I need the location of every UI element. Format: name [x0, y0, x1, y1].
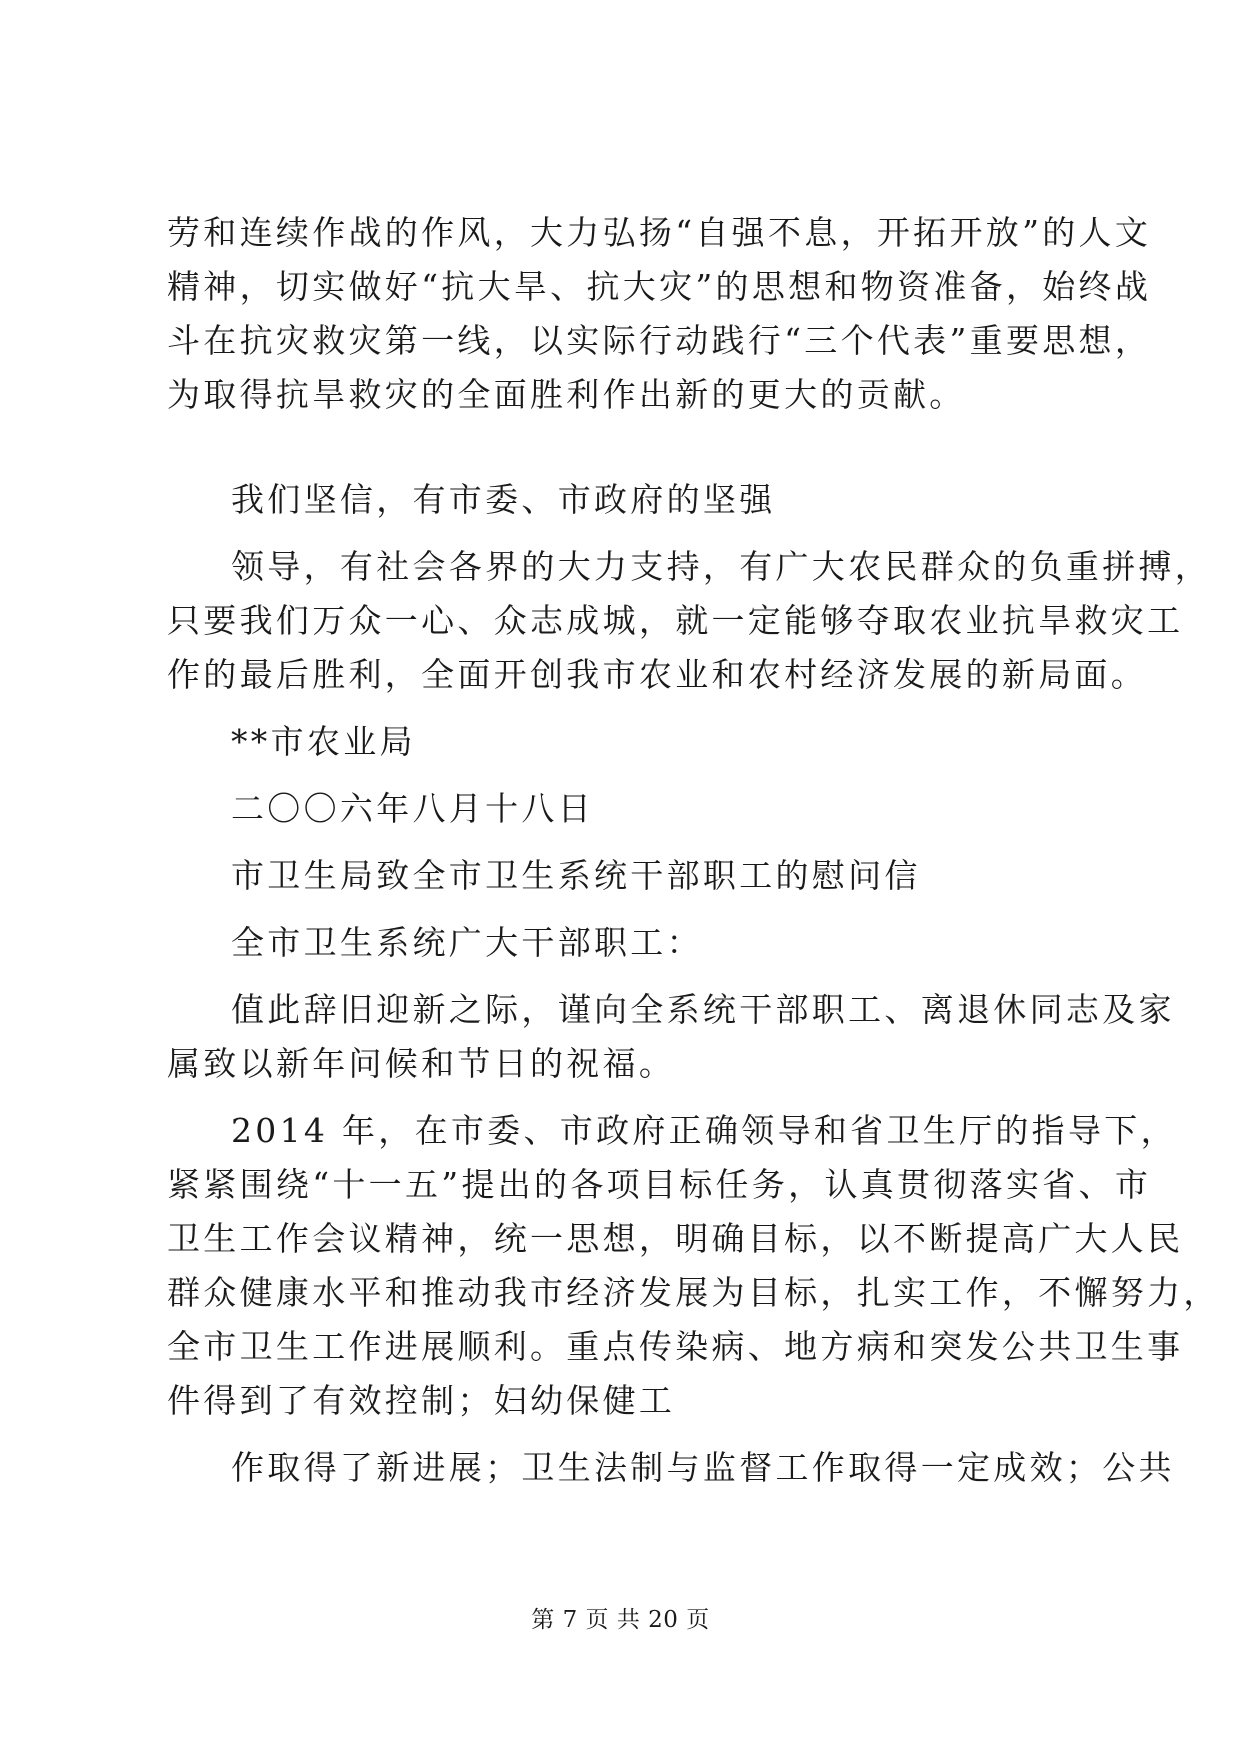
text-line-1: 劳和连续作战的作风，大力弘扬“自强不息，开拓开放”的人文 [167, 213, 1152, 252]
text-line-5: 我们坚信，有市委、市政府的坚强 [231, 480, 776, 519]
text-line-20: 件得到了有效控制；妇幼保健工 [167, 1381, 676, 1420]
text-line-21: 作取得了新进展；卫生法制与监督工作取得一定成效；公共 [231, 1448, 1175, 1487]
text-line-7: 只要我们万众一心、众志成城，就一定能够夺取农业抗旱救灾工 [167, 601, 1184, 640]
text-line-8: 作的最后胜利，全面开创我市农业和农村经济发展的新局面。 [167, 655, 1148, 694]
letter-salutation: 全市卫生系统广大干部职工： [231, 923, 703, 962]
text-line-16: 紧紧围绕“十一五”提出的各项目标任务，认真贯彻落实省、市 [167, 1165, 1152, 1204]
signature-org: **市农业局 [231, 722, 416, 761]
text-line-18: 群众健康水平和推动我市经济发展为目标，扎实工作，不懈努力， [167, 1273, 1220, 1312]
text-line-4: 为取得抗旱救灾的全面胜利作出新的更大的贡献。 [167, 375, 966, 414]
text-line-17: 卫生工作会议精神，统一思想，明确目标，以不断提高广大人民 [167, 1219, 1184, 1258]
text-line-15: 2014 年，在市委、市政府正确领导和省卫生厅的指导下， [231, 1111, 1177, 1150]
text-line-2: 精神，切实做好“抗大旱、抗大灾”的思想和物资准备，始终战 [167, 267, 1152, 306]
text-line-19: 全市卫生工作进展顺利。重点传染病、地方病和突发公共卫生事 [167, 1327, 1184, 1366]
letter-title: 市卫生局致全市卫生系统干部职工的慰问信 [231, 856, 921, 895]
text-line-13: 值此辞旧迎新之际，谨向全系统干部职工、离退休同志及家 [231, 990, 1175, 1029]
text-line-3: 斗在抗灾救灾第一线，以实际行动践行“三个代表”重要思想， [167, 321, 1152, 360]
text-line-6: 领导，有社会各界的大力支持，有广大农民群众的负重拼搏， [231, 547, 1212, 586]
text-line-14: 属致以新年问候和节日的祝福。 [167, 1044, 676, 1083]
signature-date: 二〇〇六年八月十八日 [231, 789, 594, 828]
page-number-footer: 第 7 页 共 20 页 [531, 1607, 710, 1633]
